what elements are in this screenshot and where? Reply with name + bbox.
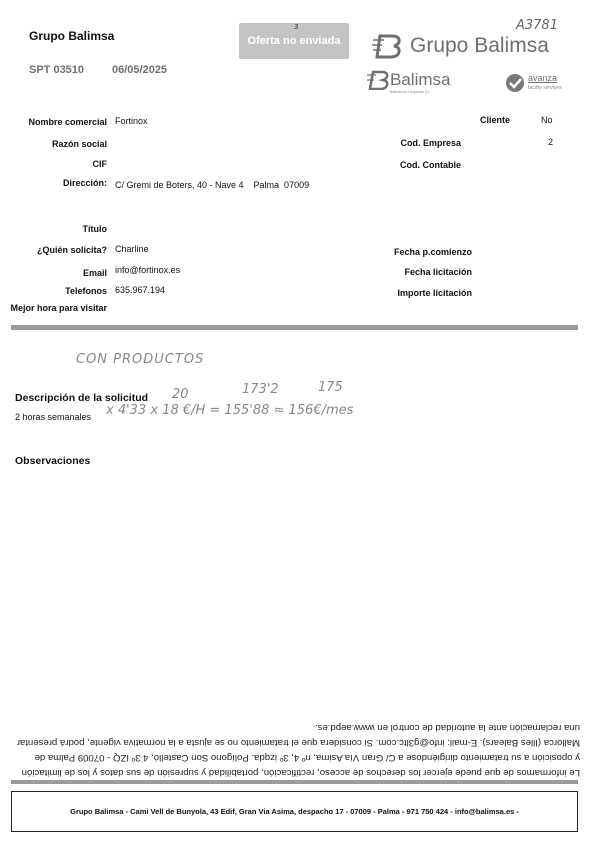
solicitud-text: 2 horas semanales (15, 412, 92, 422)
telefonos-label: Telefonos (65, 286, 107, 296)
top-separator (11, 325, 578, 330)
document-date: 06/05/2025 (112, 64, 168, 76)
cif-label: CIF (92, 159, 107, 169)
fecha-comienzo-label: Fecha p.comienzo (393, 247, 472, 257)
handwritten-num-173: 173'2 (242, 382, 279, 397)
nombre-comercial-label: Nombre comercial (28, 117, 107, 127)
observaciones-title: Observaciones (15, 455, 91, 467)
footer (11, 791, 578, 832)
importe-licitacion-label: Importe licitación (397, 288, 472, 298)
fecha-licitacion-label: Fecha licitación (404, 267, 472, 277)
cliente-value: No (541, 115, 553, 125)
email-label: Email (82, 268, 107, 278)
document-code: SPT 03510 (29, 64, 85, 76)
b-small-logo-icon (367, 70, 391, 90)
quien-solicita-label: ¿Quién solicita? (36, 245, 107, 255)
direccion-label: Dirección: (62, 178, 107, 188)
quien-solicita-value: Charline (115, 244, 149, 254)
cod-empresa-value: 2 (548, 137, 554, 147)
footer-text: Grupo Balimsa - Cami Vell de Bunyola, 43 Edif, Gran Via Asima, despacho 17 - 07009 - Palma - 971 750 424 - info@balimsa.es - (70, 807, 519, 816)
direccion-value: C/ Gremi de Boters, 40 - Nave 4 Palma 07009 (115, 180, 310, 190)
handwritten-num-20: 20 (172, 387, 189, 402)
legal-notice: Le informamos de que puede ejercer los derechos de acceso, rectificación, portabilidad y supresión de sus datos y los de limitación y oposición a su tratamiento dirigiéndose a C/ Gran Vía Asima, nº 4, 3º izqda. Polígono Son Castelló, 4 3º IZQ - 07009 Palma de Mallorca (Illes Balears). E-mail: info@g3ltc.com. Si considera que el tratamiento no se ajusta a la normativa vigente, podrá presentar una reclamación ante la autoridad de control en www.aepd.es. (16, 722, 580, 778)
grupo-balimsa-logo (372, 33, 404, 64)
cliente-label: Cliente (479, 115, 510, 125)
email-value: info@fortinox.es (115, 265, 181, 275)
logo-main-text: Grupo Balimsa (410, 34, 549, 57)
telefonos-value: 635.967.194 (115, 285, 166, 295)
cod-empresa-label: Cod. Empresa (400, 138, 461, 148)
offer-status-button[interactable]: Oferta no enviada (239, 23, 349, 59)
logo-partner-name: avanza (528, 73, 558, 83)
titulo-label: Título (82, 224, 107, 234)
avanza-logo (505, 73, 525, 98)
logo-sub-name: Balimsa (390, 70, 451, 89)
handwritten-reference: A3781 (516, 18, 558, 33)
bottom-separator (11, 780, 578, 784)
handwritten-con-productos: CON PRODUCTOS (76, 352, 205, 367)
handwritten-calculation: x 4'33 x 18 €/H = 155'88 ≈ 156€/mes (106, 403, 354, 418)
logo-sub-caption: Balimsa de Limpiezas S.L. (390, 90, 432, 94)
b-logo-icon (372, 33, 404, 59)
handwritten-mark: 3 (294, 23, 299, 31)
handwritten-num-175: 175 (318, 380, 343, 395)
mejor-hora-label: Mejor hora para visitar (10, 303, 107, 313)
nombre-comercial-value: Fortinox (115, 116, 148, 126)
avanza-check-icon (505, 73, 525, 93)
company-name: Grupo Balimsa (29, 29, 115, 43)
solicitud-title: Descripción de la solicitud (15, 392, 149, 404)
logo-partner-caption: facility services (528, 85, 562, 91)
razon-social-label: Razón social (51, 139, 107, 149)
cod-contable-label: Cod. Contable (400, 160, 461, 170)
balimsa-logo (367, 70, 391, 95)
